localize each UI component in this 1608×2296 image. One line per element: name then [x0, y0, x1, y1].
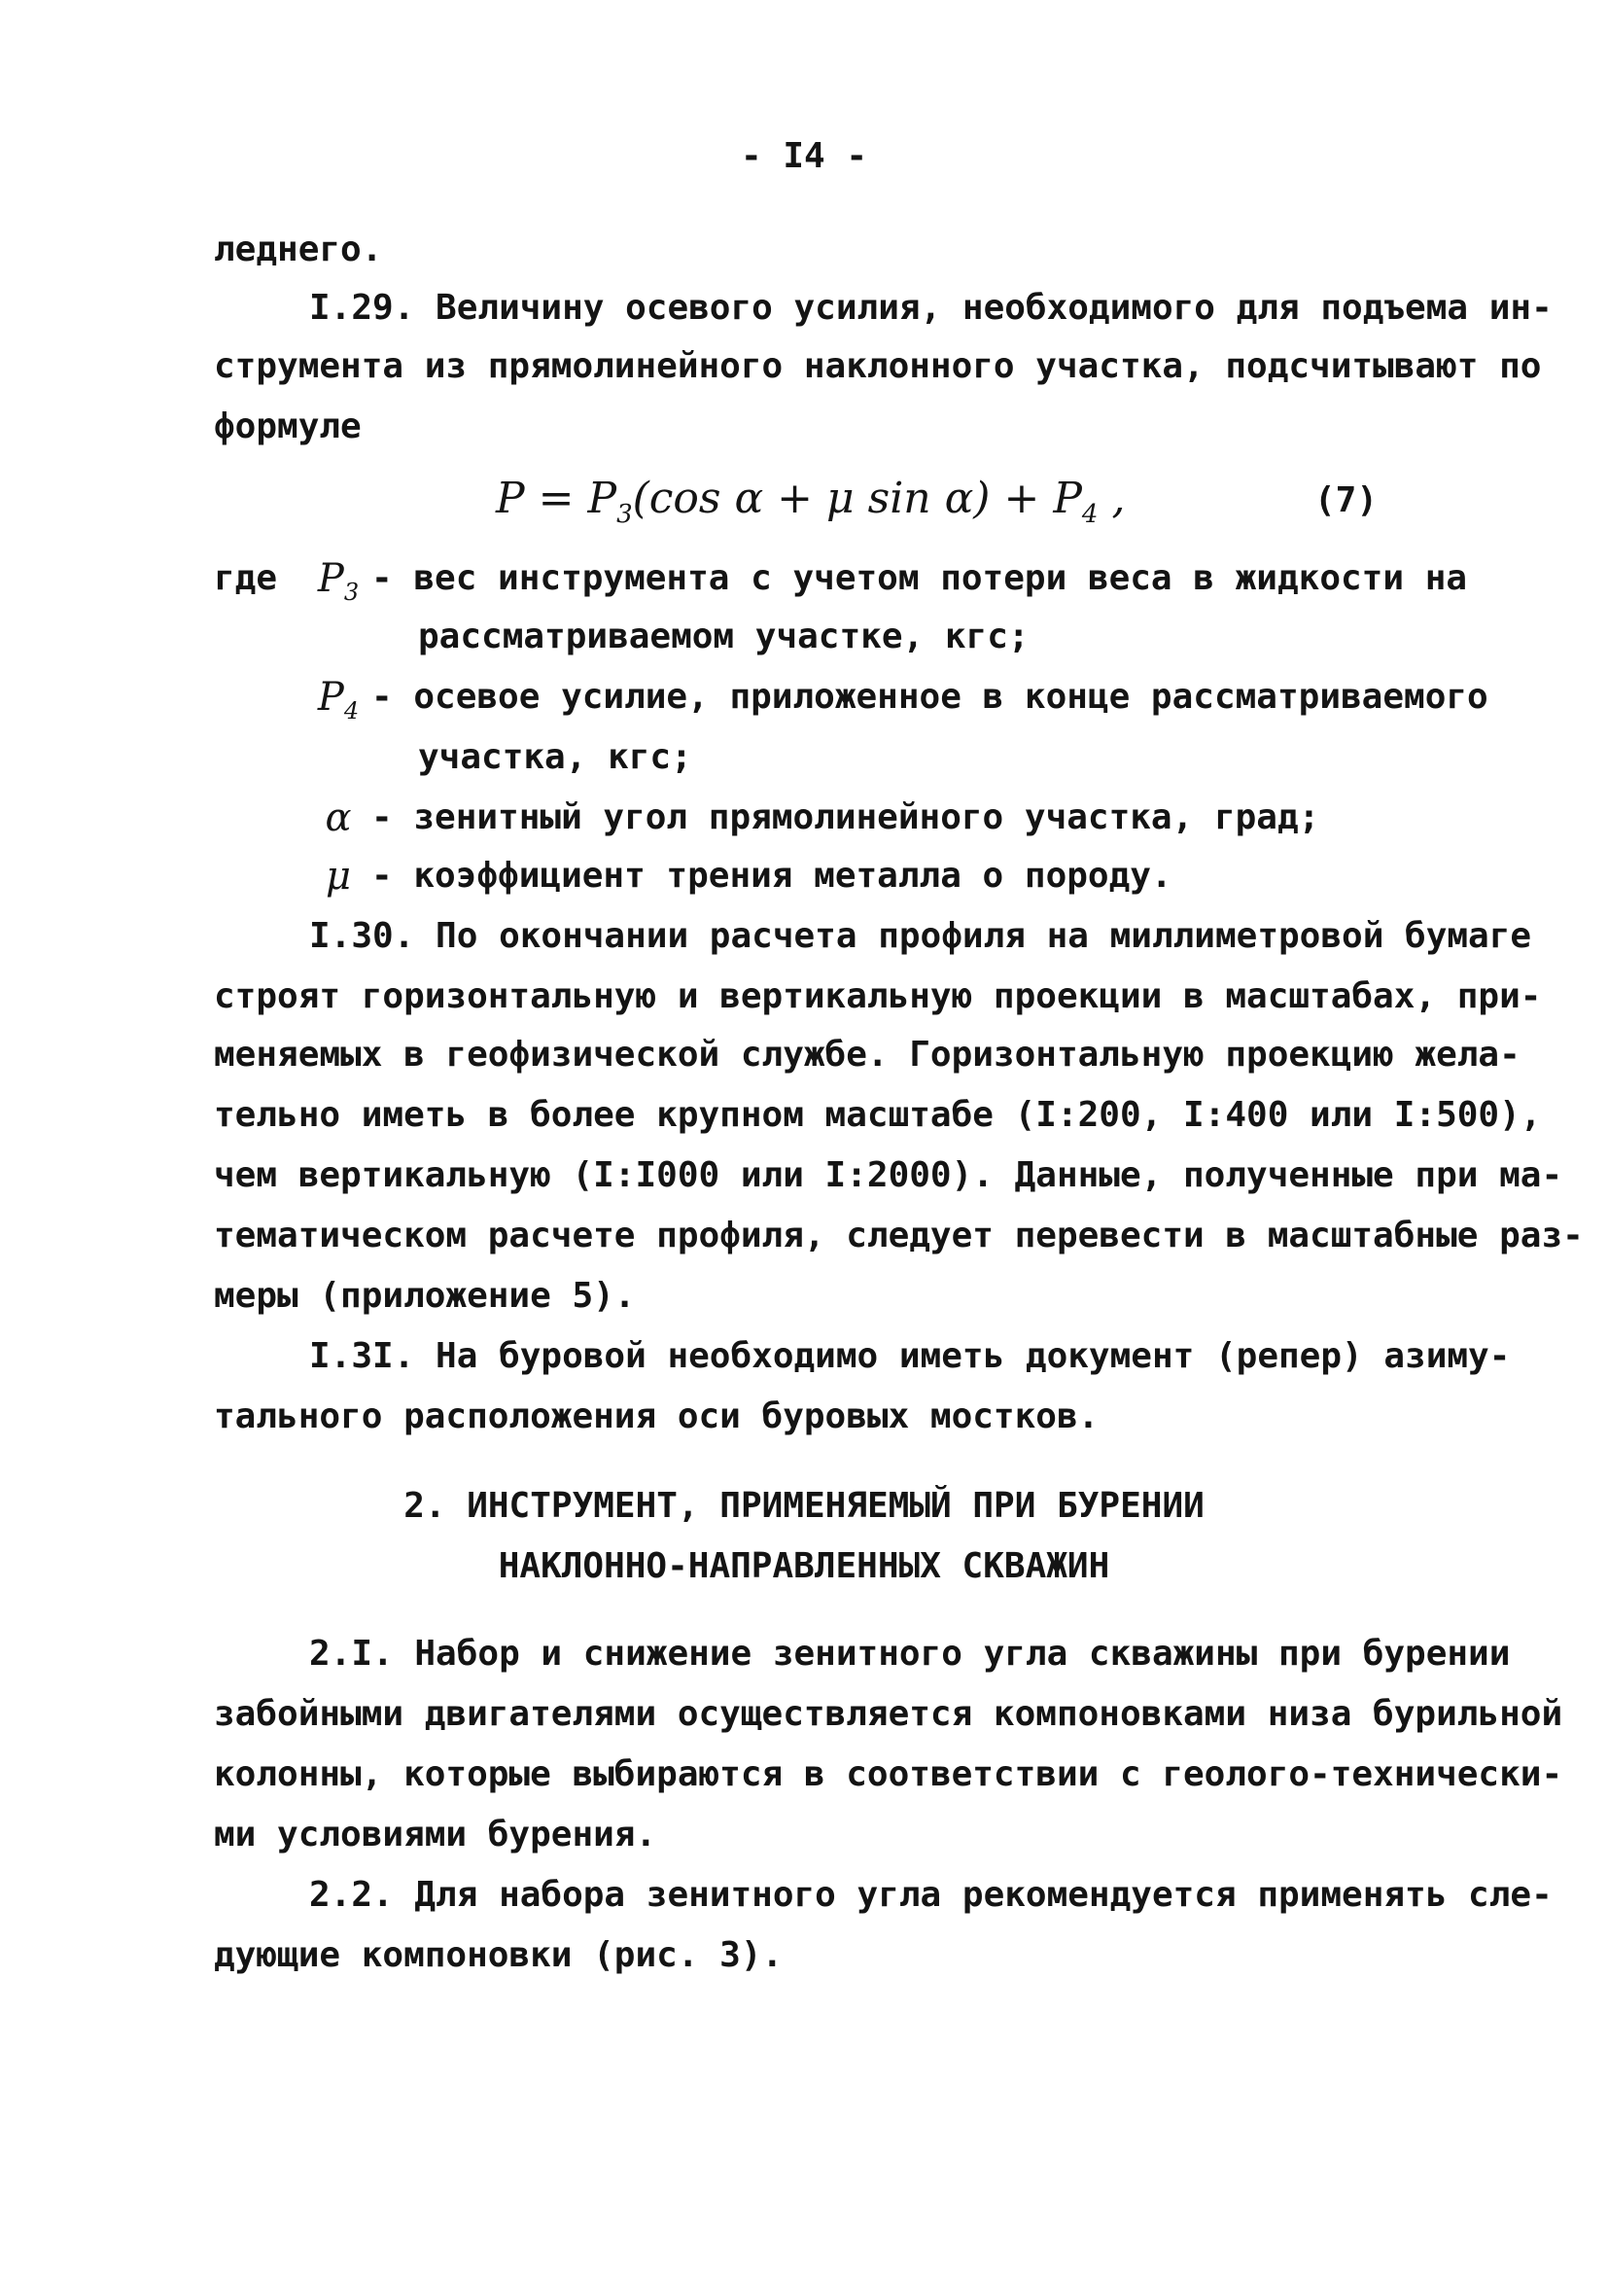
- text-line: I.30. По окончании расчета профиля на миллиметровой бумаге: [309, 916, 1532, 956]
- definition-text: - осевое усилие, приложенное в конце рассматриваемого: [371, 677, 1488, 717]
- symbol-alpha: α: [325, 795, 352, 840]
- text-line: ми условиями бурения.: [214, 1815, 657, 1854]
- text-line: тального расположения оси буровых мостков.: [214, 1396, 1100, 1436]
- formula-p4-sub: 4: [1081, 499, 1099, 529]
- text-line: дующие компоновки (рис. 3).: [214, 1935, 784, 1975]
- symbol-p4: $P_4$: [317, 675, 360, 724]
- text-line: леднего.: [214, 230, 383, 269]
- text-line: чем вертикальную (I:I000 или I:2000). Данные, полученные при ма-: [214, 1155, 1563, 1195]
- text-line: формуле: [214, 406, 362, 446]
- formula-p3-sub: 3: [616, 499, 633, 529]
- formula-eq: =: [524, 474, 588, 523]
- section-heading-line: НАКЛОННО-НАПРАВЛЕННЫХ СКВАЖИН: [498, 1546, 1110, 1586]
- formula-body: (cos α + μ sin α) +: [632, 474, 1054, 523]
- definition-text: - зенитный угол прямолинейного участка, град;: [371, 797, 1320, 837]
- equation-number: (7): [1314, 480, 1379, 520]
- formula-p4: P: [1053, 474, 1082, 523]
- page-number: - I4 -: [740, 136, 868, 176]
- definition-text: - вес инструмента с учетом потери веса в жидкости на: [371, 558, 1468, 598]
- formula-7: [496, 475, 1125, 539]
- text-line: I.3I. На буровой необходимо иметь документ (репер) азиму-: [309, 1336, 1511, 1376]
- where-label: где: [214, 558, 278, 598]
- formula-tail: ,: [1098, 474, 1126, 523]
- definition-continuation: рассматриваемом участке, кгс;: [418, 617, 1030, 656]
- section-heading-line: 2. ИНСТРУМЕНТ, ПРИМЕНЯЕМЫЙ ПРИ БУРЕНИИ: [403, 1486, 1205, 1526]
- formula-p: P: [496, 474, 525, 523]
- text-line: 2.2. Для набора зенитного угла рекомендуется применять сле-: [309, 1875, 1553, 1915]
- text-line: колонны, которые выбираются в соответствии с геолого-технически-: [214, 1754, 1563, 1794]
- text-line: меры (приложение 5).: [214, 1276, 636, 1316]
- text-line: тематическом расчете профиля, следует перевести в масштабные раз-: [214, 1216, 1584, 1255]
- text-line: меняемых в геофизической службе. Горизонтальную проекцию жела-: [214, 1035, 1521, 1075]
- text-line: строят горизонтальную и вертикальную проекции в масштабах, при-: [214, 976, 1542, 1016]
- text-line: 2.I. Набор и снижение зенитного угла скважины при бурении: [309, 1634, 1511, 1674]
- definition-text: - коэффициент трения металла о породу.: [371, 856, 1172, 896]
- symbol-mu: μ: [326, 854, 351, 899]
- formula-p3: P: [587, 474, 617, 523]
- text-line: струмента из прямолинейного наклонного участка, подсчитывают по: [214, 346, 1542, 386]
- symbol-p3: $P_3$: [317, 556, 360, 606]
- text-line: забойными двигателями осуществляется компоновками низа бурильной: [214, 1694, 1563, 1734]
- text-line: I.29. Величину осевого усилия, необходимого для подъема ин-: [309, 288, 1553, 328]
- text-line: тельно иметь в более крупном масштабе (I:200, I:400 или I:500),: [214, 1095, 1542, 1135]
- definition-continuation: участка, кгс;: [418, 737, 692, 777]
